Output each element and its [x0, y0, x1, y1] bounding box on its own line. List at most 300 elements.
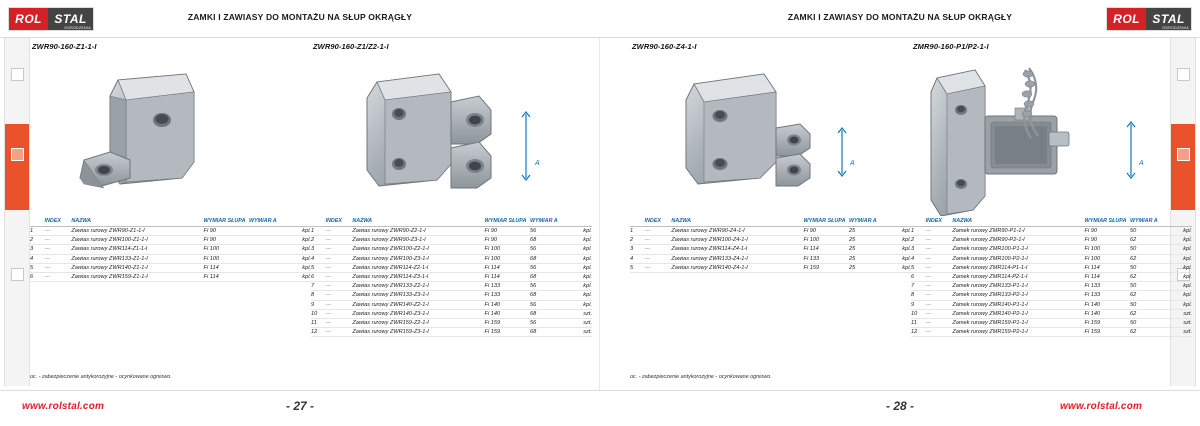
col-wymiar-a: WYMIAR A	[249, 218, 286, 227]
product-photo-hinge-z1	[30, 56, 311, 216]
table-body	[30, 227, 311, 282]
cell-dim: Fi 133	[485, 291, 530, 300]
side-rail-left	[4, 38, 30, 386]
cell-name: Zawias rurowy ZWR159-Z3-1-I	[352, 328, 484, 337]
cell-name: Zawias rurowy ZWR159-Z2-1-I	[352, 318, 484, 327]
cell-lp: 6	[911, 272, 925, 281]
cell-lp: 9	[911, 300, 925, 309]
dimension-a-label: A	[535, 160, 540, 167]
table-body	[311, 227, 592, 337]
cell-unit: kpl.	[1167, 263, 1192, 272]
col-wymiar-a: WYMIAR A	[530, 218, 567, 227]
cell-dim: Fi 114	[485, 263, 530, 272]
cell-name: Zawias rurowy ZWR90-Z1-1-I	[71, 227, 203, 236]
cell-dim: Fi 133	[1085, 291, 1130, 300]
cell-dim: Fi 133	[485, 282, 530, 291]
cell-unit: kpl.	[567, 227, 592, 236]
cell-dim: Fi 90	[204, 227, 249, 236]
cell-lp: 1	[311, 227, 325, 236]
table-row	[630, 245, 911, 254]
cell-dim: Fi 140	[1085, 309, 1130, 318]
cell-dim: Fi 159	[485, 318, 530, 327]
cell-unit: kpl.	[1167, 254, 1192, 263]
cell-dim: Fi 90	[804, 227, 849, 236]
cell-dim: Fi 90	[1085, 227, 1130, 236]
col-lp	[911, 218, 925, 227]
table-row	[911, 309, 1192, 318]
cell-a: 56	[530, 282, 567, 291]
cell-lp: 12	[911, 328, 925, 337]
cell-unit: kpl.	[567, 254, 592, 263]
cell-index: ---	[925, 309, 952, 318]
table-row	[630, 254, 911, 263]
cell-a: 68	[530, 272, 567, 281]
cell-unit: kpl.	[1167, 272, 1192, 281]
cell-dim: Fi 133	[1085, 282, 1130, 291]
table-row	[311, 254, 592, 263]
cell-a: 56	[530, 263, 567, 272]
cell-a: 68	[530, 291, 567, 300]
table-row	[911, 245, 1192, 254]
cell-dim: Fi 159	[804, 263, 849, 272]
col-unit	[567, 218, 592, 227]
cell-unit: kpl.	[567, 300, 592, 309]
col-wymiar-a: WYMIAR A	[849, 218, 886, 227]
cell-unit: kpl.	[286, 263, 311, 272]
cell-index: ---	[925, 291, 952, 300]
cell-index: ---	[325, 245, 352, 254]
cell-dim: Fi 114	[804, 245, 849, 254]
dimension-a-label: A	[850, 160, 855, 167]
page-number-right: - 28 -	[885, 399, 914, 413]
cell-a: 25	[849, 254, 886, 263]
table-row	[30, 272, 311, 281]
cell-unit: kpl.	[1167, 245, 1192, 254]
cell-name: Zawias rurowy ZWR100-Z4-1-I	[671, 236, 803, 245]
product-table-zwr-z1	[30, 218, 311, 282]
cell-name: Zawias rurowy ZWR100-Z1-1-I	[71, 236, 203, 245]
logo-subtitle: OGRODZENIA	[64, 26, 91, 30]
cell-unit: kpl.	[1167, 300, 1192, 309]
cell-unit: szt.	[1167, 318, 1192, 327]
cell-a: 50	[1130, 245, 1167, 254]
cell-a: 62	[1130, 236, 1167, 245]
page-number-left: - 27 -	[285, 399, 314, 413]
cell-dim: Fi 114	[204, 263, 249, 272]
cell-a: 50	[1130, 263, 1167, 272]
rail-marker-3	[11, 268, 24, 281]
cell-name: Zamek rurowy ZMR114-P2-1-I	[952, 272, 1084, 281]
cell-a: 62	[1130, 272, 1167, 281]
product-code: ZWR90-160-Z1/Z2-1-I	[313, 42, 389, 51]
table-row	[311, 318, 592, 327]
cell-dim: Fi 100	[1085, 245, 1130, 254]
cell-index: ---	[925, 300, 952, 309]
cell-a: 68	[530, 309, 567, 318]
table-row	[311, 291, 592, 300]
cell-name: Zawias rurowy ZWR140-Z1-1-I	[71, 263, 203, 272]
cell-lp: 10	[911, 309, 925, 318]
table-row	[311, 309, 592, 318]
cell-index: ---	[325, 309, 352, 318]
cell-index: ---	[325, 282, 352, 291]
cell-unit: kpl.	[286, 254, 311, 263]
table-row	[30, 236, 311, 245]
cell-lp: 5	[30, 263, 44, 272]
cell-name: Zawias rurowy ZWR133-Z2-1-I	[352, 282, 484, 291]
cell-name: Zawias rurowy ZWR133-Z4-1-I	[671, 254, 803, 263]
cell-unit: szt.	[567, 318, 592, 327]
cell-index: ---	[644, 254, 671, 263]
cell-index: ---	[925, 236, 952, 245]
rail-marker-2	[11, 148, 24, 161]
cell-unit: kpl.	[286, 236, 311, 245]
cell-lp: 7	[911, 282, 925, 291]
cell-name: Zawias rurowy ZWR114-Z2-1-I	[352, 263, 484, 272]
logo-stal-text: STAL	[1146, 8, 1191, 30]
cell-unit: kpl.	[1167, 236, 1192, 245]
cell-a: 56	[530, 227, 567, 236]
col-unit	[1167, 218, 1192, 227]
cell-dim: Fi 114	[1085, 263, 1130, 272]
cell-dim: Fi 140	[485, 309, 530, 318]
cell-a: 56	[530, 245, 567, 254]
page-header-right	[600, 0, 1200, 38]
rail-segment-top	[5, 38, 29, 124]
cell-index: ---	[44, 254, 71, 263]
cell-unit: kpl.	[1167, 282, 1192, 291]
cell-name: Zawias rurowy ZWR100-Z2-1-I	[352, 245, 484, 254]
cell-index: ---	[925, 227, 952, 236]
cell-dim: Fi 114	[1085, 272, 1130, 281]
cell-dim: Fi 90	[204, 236, 249, 245]
table-row	[30, 227, 311, 236]
brand-logo-right	[1106, 7, 1192, 31]
cell-name: Zawias rurowy ZWR90-Z3-1-I	[352, 236, 484, 245]
product-code: ZWR90-160-Z4-1-I	[632, 42, 697, 51]
col-index: INDEX	[44, 218, 71, 227]
cell-name: Zamek rurowy ZMR159-P2-1-I	[952, 328, 1084, 337]
cell-name: Zawias rurowy ZWR90-Z4-1-I	[671, 227, 803, 236]
table-row	[911, 291, 1192, 300]
cell-unit: kpl.	[567, 245, 592, 254]
product-photo-lock-p1p2	[911, 56, 1192, 216]
cell-lp: 5	[311, 263, 325, 272]
cell-index: ---	[925, 328, 952, 337]
cell-lp: 4	[30, 254, 44, 263]
table-row	[30, 263, 311, 272]
logo-rol-text: ROL	[9, 8, 48, 30]
cell-index: ---	[925, 254, 952, 263]
table-row	[911, 328, 1192, 337]
logo-rol-text: ROL	[1107, 8, 1146, 30]
cell-lp: 2	[911, 236, 925, 245]
cell-a: 50	[1130, 300, 1167, 309]
cell-a	[249, 245, 286, 254]
table-row	[311, 282, 592, 291]
cell-a: 62	[1130, 254, 1167, 263]
cell-name: Zawias rurowy ZWR114-Z4-1-I	[671, 245, 803, 254]
product-panel-zmr-p1p2	[911, 40, 1192, 386]
col-lp	[30, 218, 44, 227]
table-body	[911, 227, 1192, 337]
table-header-row	[311, 218, 592, 227]
page-header-left	[0, 0, 600, 38]
cell-index: ---	[44, 227, 71, 236]
cell-a: 68	[530, 236, 567, 245]
product-photo-hinge-z4	[630, 56, 911, 216]
cell-unit: kpl.	[567, 272, 592, 281]
cell-dim: Fi 140	[485, 300, 530, 309]
cell-dim: Fi 90	[485, 227, 530, 236]
cell-a: 50	[1130, 282, 1167, 291]
logo-stal-text: STAL	[48, 8, 93, 30]
cell-dim: Fi 114	[204, 272, 249, 281]
cell-index: ---	[925, 272, 952, 281]
cell-index: ---	[44, 263, 71, 272]
cell-lp: 11	[911, 318, 925, 327]
cell-lp: 1	[30, 227, 44, 236]
cell-unit: kpl.	[886, 245, 911, 254]
col-lp	[630, 218, 644, 227]
col-nazwa: NAZWA	[671, 218, 803, 227]
cell-a: 56	[530, 300, 567, 309]
rail-segment-accent	[5, 124, 29, 210]
cell-index: ---	[925, 245, 952, 254]
cell-lp: 3	[311, 245, 325, 254]
cell-index: ---	[644, 236, 671, 245]
cell-a: 62	[1130, 328, 1167, 337]
table-row	[630, 236, 911, 245]
cell-unit: kpl.	[286, 227, 311, 236]
cell-unit: szt.	[567, 309, 592, 318]
table-row	[911, 236, 1192, 245]
cell-index: ---	[644, 227, 671, 236]
col-wymiar-slupa: WYMIAR SŁUPA	[204, 218, 249, 227]
cell-unit: kpl.	[886, 236, 911, 245]
cell-unit: kpl.	[1167, 227, 1192, 236]
cell-lp: 2	[630, 236, 644, 245]
col-index: INDEX	[925, 218, 952, 227]
cell-dim: Fi 133	[804, 254, 849, 263]
cell-a: 50	[1130, 318, 1167, 327]
product-code: ZMR90-160-P1/P2-1-I	[913, 42, 989, 51]
footnote-left: oc. - zabezpieczenie antykorozyjne - ocynkowane ogniowo.	[30, 374, 172, 380]
table-row	[30, 254, 311, 263]
cell-dim: Fi 100	[204, 254, 249, 263]
cell-a: 25	[849, 227, 886, 236]
cell-lp: 5	[630, 263, 644, 272]
table-row	[911, 282, 1192, 291]
cell-name: Zawias rurowy ZWR140-Z4-1-I	[671, 263, 803, 272]
cell-name: Zawias rurowy ZWR90-Z2-1-I	[352, 227, 484, 236]
cell-lp: 8	[311, 291, 325, 300]
cell-lp: 2	[311, 236, 325, 245]
table-row	[311, 300, 592, 309]
col-index: INDEX	[644, 218, 671, 227]
table-header-row	[630, 218, 911, 227]
cell-unit: kpl.	[286, 245, 311, 254]
cell-a: 62	[1130, 291, 1167, 300]
cell-a: 62	[1130, 309, 1167, 318]
product-code: ZWR90-160-Z1-1-I	[32, 42, 97, 51]
website-link-left[interactable]: www.rolstal.com	[22, 401, 105, 412]
cell-index: ---	[325, 328, 352, 337]
table-row	[911, 318, 1192, 327]
cell-lp: 8	[911, 291, 925, 300]
cell-index: ---	[325, 300, 352, 309]
cell-name: Zawias rurowy ZWR114-Z1-1-I	[71, 245, 203, 254]
cell-index: ---	[325, 236, 352, 245]
rail-segment-bottom	[5, 210, 29, 386]
cell-name: Zawias rurowy ZWR114-Z3-1-I	[352, 272, 484, 281]
table-row	[311, 272, 592, 281]
table-header-row	[30, 218, 311, 227]
cell-name: Zamek rurowy ZMR159-P1-1-I	[952, 318, 1084, 327]
cell-a: 25	[849, 245, 886, 254]
cell-index: ---	[325, 318, 352, 327]
catalog-page-right	[600, 0, 1200, 426]
cell-name: Zamek rurowy ZMR100-P2-1-I	[952, 254, 1084, 263]
rail-marker-1	[11, 68, 24, 81]
table-row	[911, 300, 1192, 309]
cell-lp: 3	[911, 245, 925, 254]
website-link-right[interactable]: www.rolstal.com	[1060, 401, 1143, 412]
cell-index: ---	[325, 263, 352, 272]
cell-lp: 12	[311, 328, 325, 337]
cell-name: Zamek rurowy ZMR90-P1-1-I	[952, 227, 1084, 236]
cell-lp: 6	[30, 272, 44, 281]
col-wymiar-slupa: WYMIAR SŁUPA	[1085, 218, 1130, 227]
cell-name: Zamek rurowy ZMR90-P2-1-I	[952, 236, 1084, 245]
cell-index: ---	[325, 291, 352, 300]
cell-unit: kpl.	[567, 291, 592, 300]
logo-subtitle: OGRODZENIA	[1162, 26, 1189, 30]
cell-lp: 2	[30, 236, 44, 245]
table-header-row	[911, 218, 1192, 227]
cell-index: ---	[325, 254, 352, 263]
cell-index: ---	[325, 227, 352, 236]
cell-lp: 4	[630, 254, 644, 263]
cell-index: ---	[925, 282, 952, 291]
product-photo-hinge-z1z2	[311, 56, 592, 216]
cell-unit: kpl.	[886, 263, 911, 272]
col-nazwa: NAZWA	[71, 218, 203, 227]
cell-index: ---	[44, 272, 71, 281]
col-nazwa: NAZWA	[952, 218, 1084, 227]
table-row	[30, 245, 311, 254]
cell-a: 68	[530, 328, 567, 337]
cell-lp: 3	[30, 245, 44, 254]
cell-a: 50	[1130, 227, 1167, 236]
cell-name: Zamek rurowy ZMR100-P1-1-I	[952, 245, 1084, 254]
cell-a	[249, 236, 286, 245]
cell-unit: kpl.	[886, 227, 911, 236]
cell-dim: Fi 100	[804, 236, 849, 245]
product-panel-zwr-z4	[630, 40, 911, 386]
col-nazwa: NAZWA	[352, 218, 484, 227]
cell-unit: szt.	[567, 328, 592, 337]
cell-index: ---	[44, 245, 71, 254]
page-footer-left	[0, 390, 600, 426]
cell-index: ---	[925, 318, 952, 327]
cell-a: 25	[849, 263, 886, 272]
col-wymiar-slupa: WYMIAR SŁUPA	[804, 218, 849, 227]
cell-dim: Fi 159	[485, 328, 530, 337]
product-panel-zwr-z1	[30, 40, 311, 386]
cell-dim: Fi 100	[485, 245, 530, 254]
product-panel-zwr-z1z2	[311, 40, 592, 386]
col-index: INDEX	[325, 218, 352, 227]
cell-name: Zawias rurowy ZWR140-Z2-1-I	[352, 300, 484, 309]
cell-a: 68	[530, 254, 567, 263]
table-row	[911, 254, 1192, 263]
col-lp	[311, 218, 325, 227]
cell-lp: 10	[311, 309, 325, 318]
cell-name: Zawias rurowy ZWR133-Z3-1-I	[352, 291, 484, 300]
cell-a	[249, 254, 286, 263]
col-wymiar-slupa: WYMIAR SŁUPA	[485, 218, 530, 227]
cell-a	[249, 227, 286, 236]
cell-dim: Fi 90	[485, 236, 530, 245]
cell-index: ---	[644, 245, 671, 254]
col-unit	[886, 218, 911, 227]
cell-dim: Fi 159	[1085, 328, 1130, 337]
cell-lp: 3	[630, 245, 644, 254]
table-row	[911, 272, 1192, 281]
cell-unit: szt.	[1167, 328, 1192, 337]
cell-unit: kpl.	[567, 282, 592, 291]
cell-index: ---	[325, 272, 352, 281]
cell-name: Zamek rurowy ZMR133-P1-1-I	[952, 282, 1084, 291]
page-title-left: ZAMKI I ZAWIASY DO MONTAŻU NA SŁUP OKRĄGŁY	[187, 12, 413, 22]
cell-name: Zawias rurowy ZWR159-Z1-1-I	[71, 272, 203, 281]
cell-dim: Fi 90	[1085, 236, 1130, 245]
cell-dim: Fi 159	[1085, 318, 1130, 327]
col-wymiar-a: WYMIAR A	[1130, 218, 1167, 227]
cell-lp: 5	[911, 263, 925, 272]
table-row	[630, 263, 911, 272]
dimension-a-label: A	[1139, 160, 1144, 167]
page-title-right: ZAMKI I ZAWIASY DO MONTAŻU NA SŁUP OKRĄGŁY	[787, 12, 1013, 22]
table-row	[911, 263, 1192, 272]
table-row	[311, 328, 592, 337]
product-table-zwr-z1z2	[311, 218, 592, 337]
cell-index: ---	[44, 236, 71, 245]
cell-a	[249, 263, 286, 272]
footnote-right: oc. - zabezpieczenie antykorozyjne - ocynkowane ogniowo.	[630, 374, 772, 380]
cell-a: 56	[530, 318, 567, 327]
cell-dim: Fi 100	[485, 254, 530, 263]
cell-unit: kpl.	[567, 263, 592, 272]
cell-name: Zamek rurowy ZMR133-P2-1-I	[952, 291, 1084, 300]
cell-index: ---	[925, 263, 952, 272]
cell-lp: 7	[311, 282, 325, 291]
table-row	[311, 227, 592, 236]
cell-name: Zawias rurowy ZWR133-Z1-1-I	[71, 254, 203, 263]
cell-a: 25	[849, 236, 886, 245]
cell-lp: 6	[311, 272, 325, 281]
table-row	[311, 245, 592, 254]
cell-name: Zamek rurowy ZMR140-P2-1-I	[952, 309, 1084, 318]
cell-dim: Fi 114	[485, 272, 530, 281]
cell-lp: 1	[911, 227, 925, 236]
cell-dim: Fi 100	[204, 245, 249, 254]
cell-unit: kpl.	[1167, 291, 1192, 300]
product-table-zmr-p1p2	[911, 218, 1192, 337]
cell-index: ---	[644, 263, 671, 272]
cell-lp: 9	[311, 300, 325, 309]
